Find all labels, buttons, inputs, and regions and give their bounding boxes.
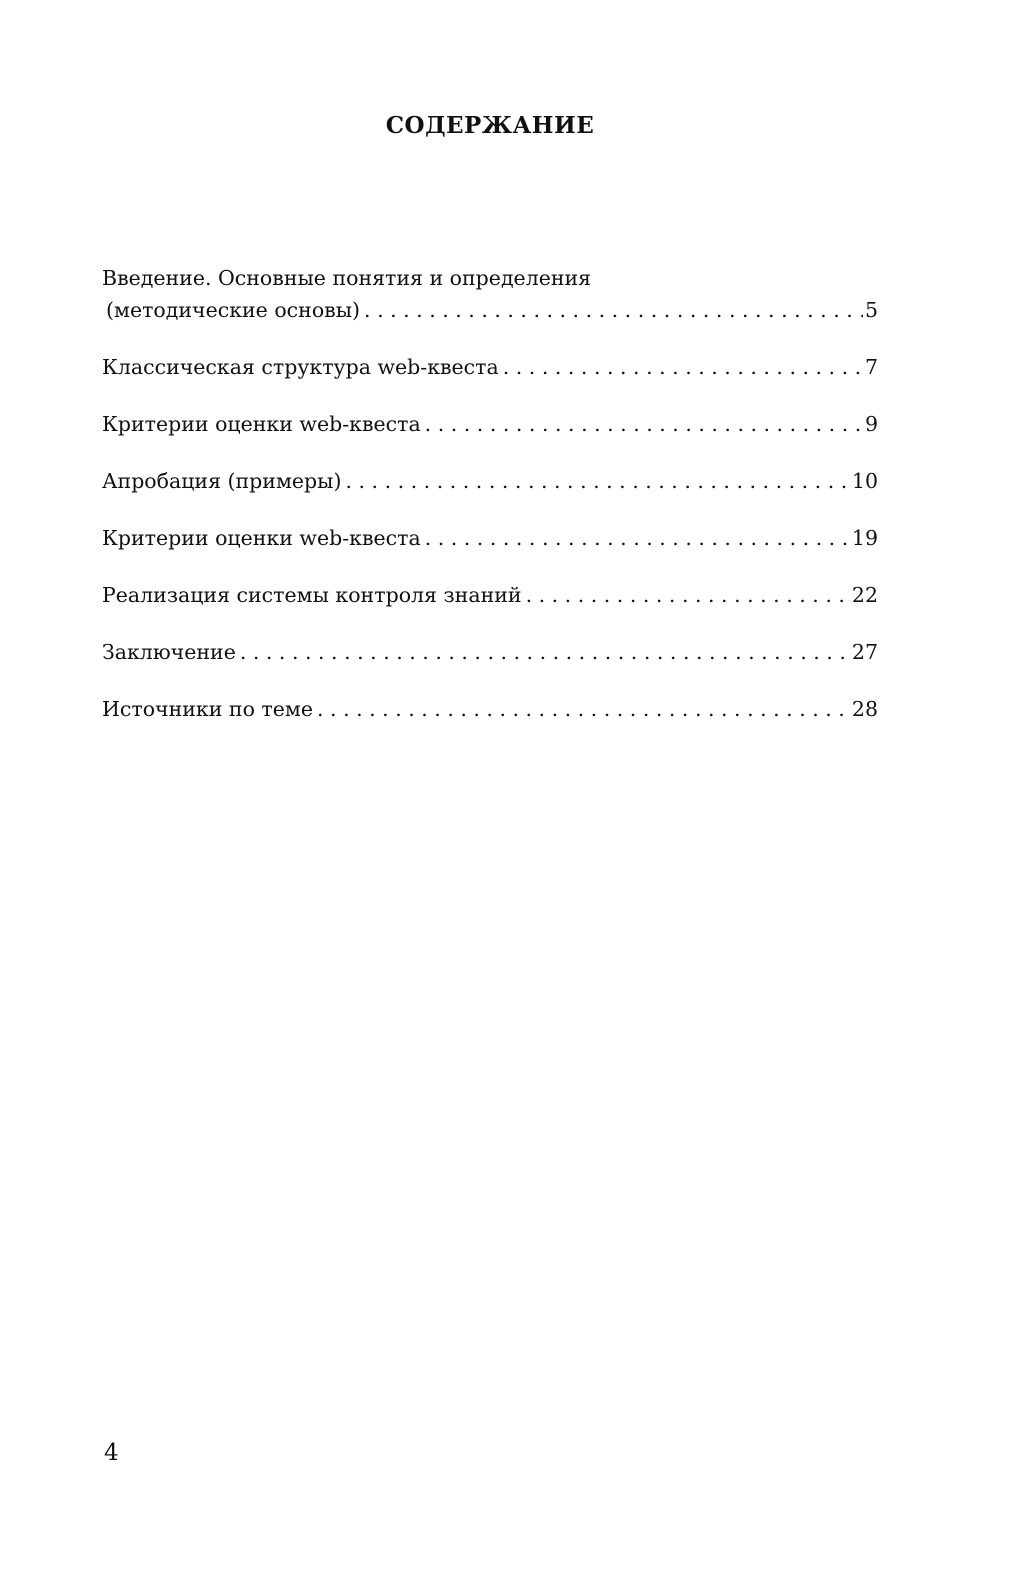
toc-entry-title: Апробация (примеры) <box>102 469 342 493</box>
toc-page-number: 9 <box>864 412 878 436</box>
dot-leader <box>526 579 850 611</box>
page-title: СОДЕРЖАНИЕ <box>385 112 595 139</box>
toc-entry-structure <box>102 351 878 383</box>
toc-entry-knowledge-control <box>102 579 878 611</box>
toc-entry-conclusion <box>102 636 878 668</box>
toc-entry-title: Классическая структура web-квеста <box>102 355 499 379</box>
toc-entry-criteria <box>102 408 878 440</box>
dot-leader <box>425 522 850 554</box>
toc-entry-title: Источники по теме <box>102 697 313 721</box>
dot-leader <box>345 465 849 497</box>
toc-entry-title: Критерии оценки web-квеста <box>102 412 421 436</box>
toc-entry-title: (методические основы) <box>106 298 361 322</box>
toc-entry-introduction <box>102 262 878 326</box>
toc-entry-criteria-2 <box>102 522 878 554</box>
toc-entry-title: Критерии оценки web-квеста <box>102 526 421 550</box>
toc-page-number: 7 <box>864 355 878 379</box>
toc-page-number: 28 <box>851 697 878 721</box>
toc-page-number: 19 <box>851 526 878 550</box>
toc-entry-approbation <box>102 465 878 497</box>
dot-leader <box>317 693 850 725</box>
toc-page-number: 10 <box>851 469 878 493</box>
toc-entry-sources <box>102 693 878 725</box>
dot-leader <box>364 294 863 326</box>
toc-page-number: 22 <box>851 583 878 607</box>
dot-leader <box>425 408 863 440</box>
toc-page-number: 5 <box>864 298 878 322</box>
toc-page-number: 27 <box>851 640 878 664</box>
dot-leader <box>503 351 863 383</box>
table-of-contents <box>102 262 878 750</box>
toc-entry-title: Заключение <box>102 640 236 664</box>
toc-entry-title: Реализация системы контроля знаний <box>102 583 522 607</box>
toc-entry-title-line1: Введение. Основные понятия и определения <box>102 266 592 290</box>
dot-leader <box>240 636 850 668</box>
page-number: 4 <box>104 1440 119 1466</box>
